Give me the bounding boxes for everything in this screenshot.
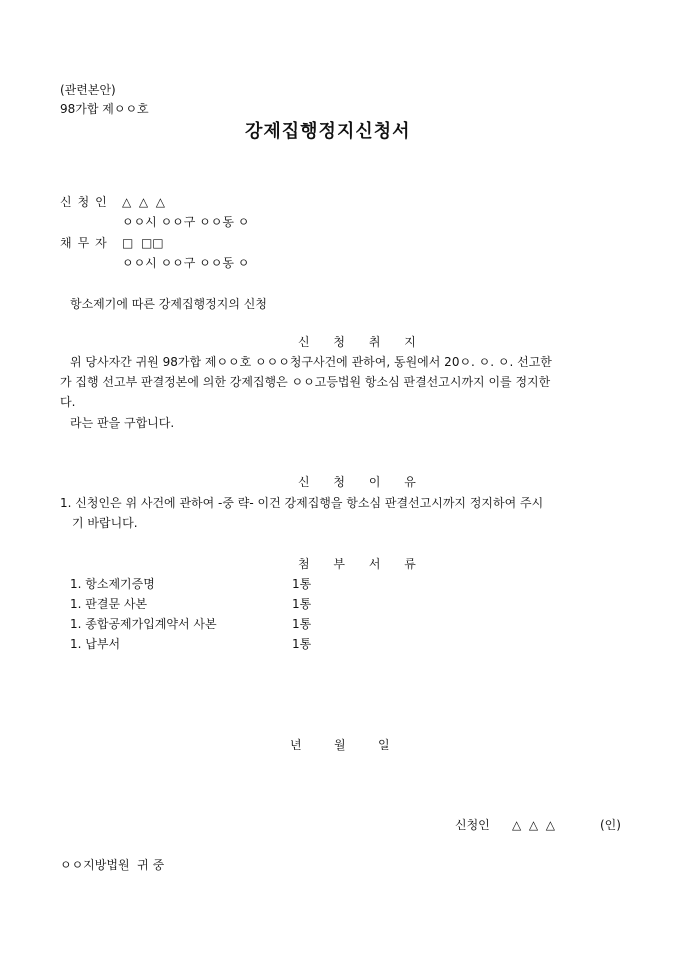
related-case-label: (관련본안) — [60, 83, 116, 97]
debtor-address: ㅇㅇ시 ㅇㅇ구 ㅇㅇ동 ㅇ — [122, 256, 250, 270]
attachments-heading: 첨 부 서 류 — [298, 557, 426, 571]
purpose-heading: 신 청 취 지 — [298, 335, 426, 349]
attachment-qty: 1통 — [292, 597, 312, 611]
attachment-item: 1. 항소제기증명 — [70, 577, 155, 591]
court-addressee: ㅇㅇ지방법원 귀 중 — [60, 858, 165, 872]
debtor-name: □ □□ — [122, 236, 164, 250]
application-subject: 항소제기에 따른 강제집행정지의 신청 — [70, 297, 267, 311]
document-title: 강제집행정지신청서 — [245, 121, 411, 142]
applicant-address: ㅇㅇ시 ㅇㅇ구 ㅇㅇ동 ㅇ — [122, 215, 250, 229]
purpose-line-4: 라는 판을 구합니다. — [70, 416, 175, 430]
date-month: 월 — [334, 738, 346, 752]
attachment-item: 1. 납부서 — [70, 637, 121, 651]
attachment-qty: 1통 — [292, 617, 312, 631]
signature-label: 신청인 — [455, 818, 490, 832]
purpose-line-1: 위 당사자간 귀원 98가합 제ㅇㅇ호 ㅇㅇㅇ청구사건에 관하여, 동원에서 20ㅇ. ㅇ. ㅇ. 선고한 — [70, 355, 552, 369]
date-year: 년 — [290, 738, 302, 752]
attachment-qty: 1통 — [292, 637, 312, 651]
attachment-item: 1. 종합공제가입계약서 사본 — [70, 617, 217, 631]
reason-heading: 신 청 이 유 — [298, 475, 426, 489]
date-day: 일 — [378, 738, 390, 752]
applicant-name: △ △ △ — [122, 195, 165, 209]
case-number: 98가합 제ㅇㅇ호 — [60, 102, 149, 116]
signature-name: △ △ △ — [512, 818, 555, 832]
attachment-item: 1. 판결문 사본 — [70, 597, 148, 611]
reason-line-2: 기 바랍니다. — [72, 516, 138, 530]
purpose-line-3: 다. — [60, 395, 76, 409]
purpose-line-2: 가 집행 선고부 판결정본에 의한 강제집행은 ㅇㅇ고등법원 항소심 판결선고시까지 이를 정지한 — [60, 375, 551, 389]
reason-line-1: 1. 신청인은 위 사건에 관하여 -중 략- 이건 강제집행을 항소심 판결선고시까지 정지하여 주시 — [60, 496, 544, 510]
attachment-qty: 1통 — [292, 577, 312, 591]
seal-mark: (인) — [600, 818, 621, 832]
applicant-label: 신청인 — [60, 195, 113, 209]
debtor-label: 채무자 — [60, 236, 113, 250]
